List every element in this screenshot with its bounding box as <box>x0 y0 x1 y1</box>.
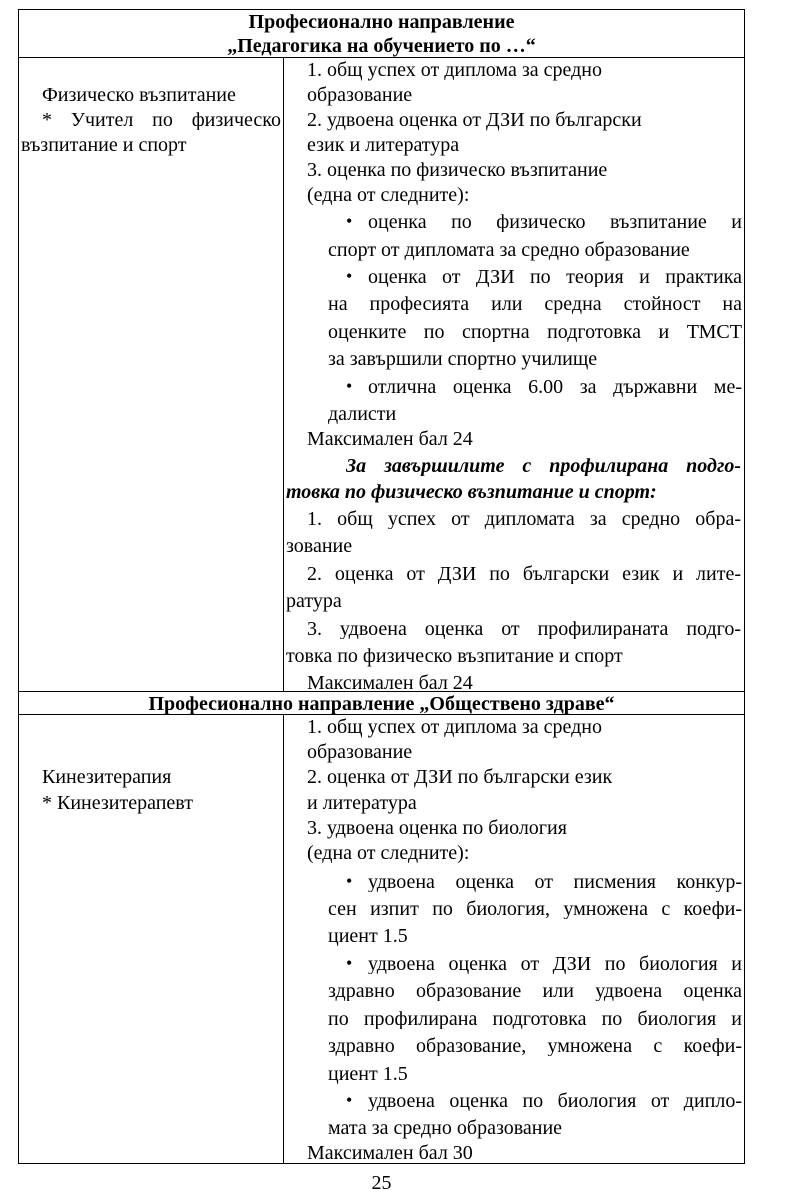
section1-profiled-criterion-3-cont: товка по физическо възпитание и спорт <box>286 645 623 667</box>
section1-option-2-cont3: за завършили спортно училище <box>328 348 598 370</box>
section1-profiled-criterion-1: 1. общ успех от дипломата за средно обра- <box>307 509 741 529</box>
bullet-icon: • <box>346 1090 353 1110</box>
row-divider-header1 <box>18 57 745 58</box>
section1-profiled-criterion-2: 2. оценка от ДЗИ по български език и лите- <box>307 564 741 584</box>
column-divider-section1 <box>283 57 284 691</box>
section1-criterion-1-cont: образование <box>307 84 413 106</box>
section2-specialty-name: Кинезитерапия <box>42 766 172 788</box>
section1-header-line2: „Педагогика на обучението по …“ <box>227 35 536 57</box>
section1-criterion-3-cont: (една от следните): <box>307 184 470 206</box>
section2-max-score: Максимален бал 30 <box>307 1142 473 1164</box>
section1-option-2-cont2: оценките по спортна подготовка и ТМСТ <box>328 322 742 342</box>
column-divider-section2 <box>283 714 284 1164</box>
section2-criterion-3-cont: (една от следните): <box>307 842 470 864</box>
section1-option-2: оценка от ДЗИ по теория и практика <box>368 267 742 287</box>
section1-header-line1: Професионално направление <box>248 11 515 33</box>
section1-profiled-criterion-2-cont: ратура <box>286 590 342 612</box>
section2-criterion-2: 2. оценка от ДЗИ по български език <box>307 766 613 788</box>
section1-profiled-criterion-3: 3. удвоена оценка от профилираната подго- <box>307 619 741 639</box>
section1-max-score: Максимален бал 24 <box>307 428 473 450</box>
section1-criterion-2: 2. удвоена оценка от ДЗИ по български <box>307 109 642 131</box>
section2-header: Професионално направление „Обществено здраве“ <box>148 693 615 715</box>
section2-criterion-3: 3. удвоена оценка по биология <box>307 817 567 839</box>
section1-specialty-qualification-cont: възпитание и спорт <box>21 134 187 156</box>
bullet-icon: • <box>346 211 353 231</box>
section1-option-3: отлична оценка 6.00 за държавни ме- <box>368 377 742 397</box>
section1-specialty-name: Физическо възпитание <box>42 84 236 106</box>
section1-option-1-cont: спорт от дипломата за средно образование <box>328 239 690 261</box>
section1-specialty-qualification: * Учител по физическо <box>42 110 281 130</box>
section1-option-3-cont: далисти <box>328 403 397 425</box>
section2-option-2: удвоена оценка от ДЗИ по биология и <box>368 954 742 974</box>
section2-criterion-1: 1. общ успех от диплома за средно <box>307 716 602 738</box>
section1-profiled-heading: За завършилите с профилирана подго- <box>346 456 741 476</box>
section1-profiled-criterion-1-cont: зование <box>286 535 353 557</box>
section2-option-1-cont2: циент 1.5 <box>328 925 408 947</box>
bullet-icon: • <box>346 953 353 973</box>
section1-option-1: оценка по физическо възпитание и <box>368 212 742 232</box>
section1-max-score-2: Максимален бал 24 <box>307 672 473 694</box>
section2-option-2-cont1: здравно образование или удвоена оценка <box>328 981 742 1001</box>
section2-option-2-cont4: циент 1.5 <box>328 1063 408 1085</box>
bullet-icon: • <box>346 871 353 891</box>
section2-option-3-cont: мата за средно образование <box>328 1117 563 1139</box>
section1-criterion-3: 3. оценка по физическо възпитание <box>307 159 608 181</box>
bullet-icon: • <box>346 266 353 286</box>
bullet-icon: • <box>346 376 353 396</box>
section2-option-1-cont1: сен изпит по биология, умножена с коефи- <box>328 899 742 919</box>
section1-option-2-cont1: на професията или средна стойност на <box>328 294 742 314</box>
section1-profiled-heading-cont: товка по физическо възпитание и спорт: <box>286 481 657 503</box>
section2-criterion-2-cont: и литература <box>307 792 417 814</box>
page-number: 25 <box>371 1172 392 1194</box>
section1-criterion-1: 1. общ успех от диплома за средно <box>307 59 602 81</box>
section2-option-3: удвоена оценка по биология от дипло- <box>368 1091 742 1111</box>
section1-criterion-2-cont: език и литература <box>307 134 460 156</box>
section2-option-2-cont2: по профилирана подготовка по биология и <box>328 1009 742 1029</box>
section2-specialty-qualification: * Кинезитерапевт <box>42 792 193 814</box>
section2-option-2-cont3: здравно образование, умножена с коефи- <box>328 1036 742 1056</box>
section2-option-1: удвоена оценка от писмения конкур- <box>368 872 742 892</box>
section2-criterion-1-cont: образование <box>307 741 413 763</box>
